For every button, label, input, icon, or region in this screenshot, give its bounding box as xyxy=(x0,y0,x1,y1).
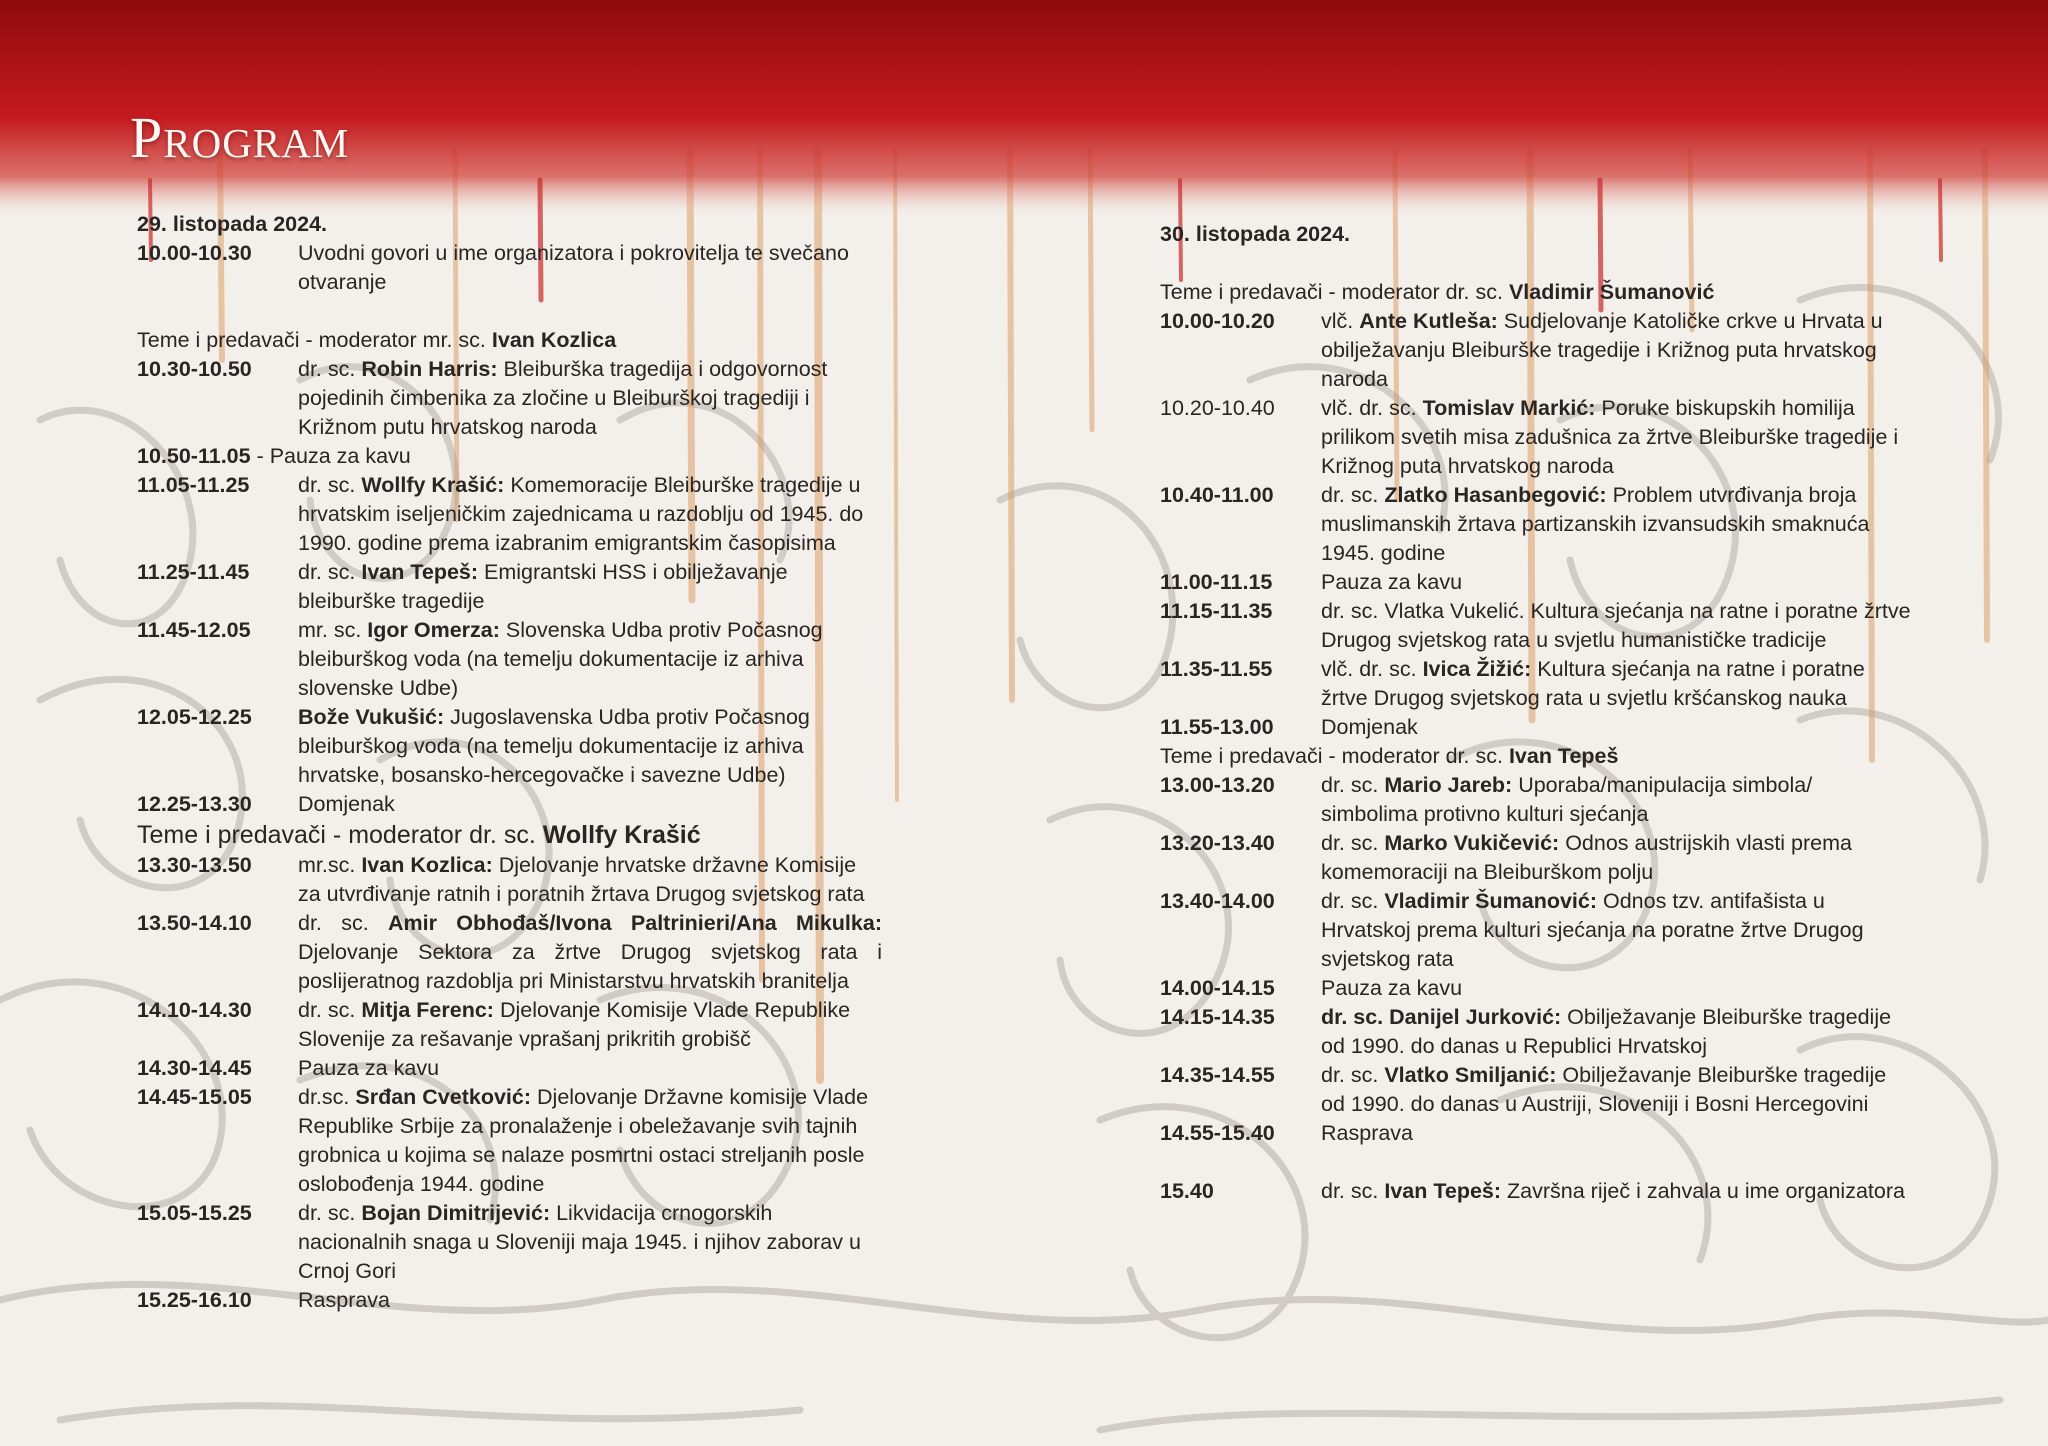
time-slot: 15.25-16.10 xyxy=(137,1288,252,1312)
time-slot: 14.15-14.35 xyxy=(1160,1005,1275,1029)
program-item: mr.sc. Ivan Kozlica: Djelovanje hrvatske državne Komisije za utvrđivanje ratnih i poratnih žrtava Drugog svjetskog rata xyxy=(298,853,865,906)
program-item: Domjenak xyxy=(1321,715,1418,739)
program-row xyxy=(137,703,882,790)
program-row xyxy=(1160,771,1912,829)
program-item: Pauza za kavu xyxy=(1321,976,1463,1000)
program-item: dr.sc. Srđan Cvetković: Djelovanje Državne komisije Vlade Republike Srbije za pronalaženje i obeležavanje svih tajnih grobnica u kojima se nalaze posmrtni ostaci streljanih posle oslobođenja 1944. godine xyxy=(298,1085,869,1196)
program-row xyxy=(1160,1003,1912,1061)
program-item: dr. sc. Danijel Jurković: Obilježavanje Bleiburške tragedije od 1990. do danas u Republici Hrvatskoj xyxy=(1321,1005,1892,1058)
program-row xyxy=(1160,394,1912,481)
time-slot: 13.50-14.10 xyxy=(137,911,252,935)
program-item: dr. sc. Ivan Tepeš: Emigrantski HSS i obilježavanje bleiburške tragedije xyxy=(298,560,788,613)
program-row xyxy=(1160,829,1912,887)
time-slot: 10.20-10.40 xyxy=(1160,396,1275,420)
time-slot: 10.00-10.20 xyxy=(1160,309,1275,333)
program-row xyxy=(1160,1177,1912,1206)
day-2-date: 30. listopada 2024. xyxy=(1160,222,1351,246)
program-row xyxy=(137,471,882,558)
time-slot: 11.55-13.00 xyxy=(1160,715,1274,739)
time-slot: 14.30-14.45 xyxy=(137,1056,252,1080)
day-2-schedule xyxy=(1160,220,1912,1206)
time-slot: 14.45-15.05 xyxy=(137,1085,252,1109)
page-title: Program xyxy=(130,105,350,170)
program-row xyxy=(137,1054,882,1083)
time-slot: 11.05-11.25 xyxy=(137,473,250,497)
program-row xyxy=(137,1286,882,1315)
program-item: Rasprava xyxy=(1321,1121,1414,1145)
program-row xyxy=(137,1199,882,1286)
program-item: Pauza za kavu xyxy=(1321,570,1463,594)
time-slot: 12.05-12.25 xyxy=(137,705,252,729)
program-item: dr. sc. Bojan Dimitrijević: Likvidacija crnogorskih nacionalnih snaga u Sloveniji maja 1945. i njihov zaborav u Crnoj Gori xyxy=(298,1201,861,1283)
program-row xyxy=(1160,1061,1912,1119)
time-slot: 10.30-10.50 xyxy=(137,357,252,381)
day-1-schedule xyxy=(137,210,882,1315)
program-item: vlč. Ante Kutleša: Sudjelovanje Katoličke crkve u Hrvata u obilježavanju Bleiburške tragedije i Križnog puta hrvatskog naroda xyxy=(1321,309,1883,391)
program-item: dr. sc. Vlatko Smiljanić: Obilježavanje Bleiburške tragedije od 1990. do danas u Austriji, Sloveniji i Bosni Hercegovini xyxy=(1321,1063,1887,1116)
program-item: dr. sc. Amir Obhođaš/Ivona Paltrinieri/Ana Mikulka: Djelovanje Sektora za žrtve Drugog svjetskog rata i poslijeratnog razdoblja pri Ministarstvu hrvatskih branitelja xyxy=(298,911,882,993)
program-row xyxy=(137,996,882,1054)
program-row xyxy=(137,355,882,442)
program-item: Rasprava xyxy=(298,1288,391,1312)
program-row xyxy=(1160,1119,1912,1148)
program-item: dr. sc. Mitja Ferenc: Djelovanje Komisije Vlade Republike Slovenije za rešavanje vprašanj prikritih grobišč xyxy=(298,998,851,1051)
program-item: Uvodni govori u ime organizatora i pokrovitelja te svečano otvaranje xyxy=(298,241,849,294)
day-1-date: 29. listopada 2024. xyxy=(137,212,328,236)
program-row xyxy=(1160,887,1912,974)
program-item: dr. sc. Mario Jareb: Uporaba/manipulacija simbola/ simbolima protivno kulturi sjećanja xyxy=(1321,773,1813,826)
program-row xyxy=(1160,974,1912,1003)
time-slot: 14.00-14.15 xyxy=(1160,976,1275,1000)
program-item: dr. sc. Ivan Tepeš: Završna riječ i zahvala u ime organizatora xyxy=(1321,1179,1905,1203)
program-row xyxy=(1160,713,1912,742)
time-slot: 11.35-11.55 xyxy=(1160,657,1273,681)
program-item: Bože Vukušić: Jugoslavenska Udba protiv Počasnog bleiburškog voda (na temelju dokumentacije iz arhiva hrvatske, bosansko-hercegovačke i savezne Udbe) xyxy=(298,705,810,787)
time-slot: 13.20-13.40 xyxy=(1160,831,1275,855)
time-slot: 13.40-14.00 xyxy=(1160,889,1275,913)
time-slot: 11.45-12.05 xyxy=(137,618,251,642)
program-row xyxy=(1160,307,1912,394)
program-item: dr. sc. Vlatka Vukelić. Kultura sjećanja na ratne i poratne žrtve Drugog svjetskog rata u svjetlu humanističke tradicije xyxy=(1321,599,1911,652)
program-item: 10.50-11.05 - Pauza za kavu xyxy=(137,444,411,468)
program-item: dr. sc. Zlatko Hasanbegović: Problem utvrđivanja broja muslimanskih žrtava partizanskih izvansudskih smaknuća 1945. godine xyxy=(1321,483,1870,565)
program-row xyxy=(137,616,882,703)
moderator-line: Teme i predavači - moderator mr. sc. Ivan Kozlica xyxy=(137,328,617,352)
moderator-line: Teme i predavači - moderator dr. sc. Vladimir Šumanović xyxy=(1160,280,1715,304)
program-row xyxy=(137,558,882,616)
time-slot: 15.05-15.25 xyxy=(137,1201,252,1225)
program-row xyxy=(1160,568,1912,597)
program-item: vlč. dr. sc. Ivica Žižić: Kultura sjećanja na ratne i poratne žrtve Drugog svjetskog rata u svjetlu kršćanskog nauka xyxy=(1321,657,1865,710)
time-slot: 10.40-11.00 xyxy=(1160,483,1274,507)
time-slot: 13.00-13.20 xyxy=(1160,773,1275,797)
time-slot: 13.30-13.50 xyxy=(137,853,252,877)
time-slot: 11.00-11.15 xyxy=(1160,570,1273,594)
program-item: vlč. dr. sc. Tomislav Markić: Poruke biskupskih homilija prilikom svetih misa zadušnica za žrtve Bleiburške tragedije i Križnog puta hrvatskog naroda xyxy=(1321,396,1899,478)
program-item: dr. sc. Marko Vukičević: Odnos austrijskih vlasti prema komemoraciji na Bleiburškom polju xyxy=(1321,831,1852,884)
program-row xyxy=(1160,481,1912,568)
program-item: dr. sc. Robin Harris: Bleiburška tragedija i odgovornost pojedinih čimbenika za zločine u Bleiburškoj tragediji i Križnom putu hrvatskog naroda xyxy=(298,357,828,439)
time-slot: 14.10-14.30 xyxy=(137,998,252,1022)
time-slot: 10.00-10.30 xyxy=(137,241,252,265)
program-row xyxy=(137,851,882,909)
program-item: dr. sc. Wollfy Krašić: Komemoracije Bleiburške tragedije u hrvatskim iseljeničkim zajednicama u razdoblju od 1945. do 1990. godine prema izabranim emigrantskim časopisima xyxy=(298,473,864,555)
program-item: Pauza za kavu xyxy=(298,1056,440,1080)
time-slot: 14.35-14.55 xyxy=(1160,1063,1275,1087)
program-row xyxy=(137,239,882,297)
moderator-line: Teme i predavači - moderator dr. sc. Ivan Tepeš xyxy=(1160,744,1619,768)
time-slot: 11.25-11.45 xyxy=(137,560,250,584)
program-row xyxy=(137,1083,882,1199)
time-slot: 11.15-11.35 xyxy=(1160,599,1273,623)
time-slot: 15.40 xyxy=(1160,1179,1214,1203)
time-slot: 12.25-13.30 xyxy=(137,792,252,816)
program-row xyxy=(1160,655,1912,713)
program-item: dr. sc. Vladimir Šumanović: Odnos tzv. antifašista u Hrvatskoj prema kulturi sjećanja na poratne žrtve Drugog svjetskog rata xyxy=(1321,889,1864,971)
program-row xyxy=(137,442,882,471)
program-row xyxy=(1160,597,1912,655)
time-slot: 14.55-15.40 xyxy=(1160,1121,1275,1145)
program-item: Domjenak xyxy=(298,792,395,816)
program-row xyxy=(137,790,882,819)
moderator-line: Teme i predavači - moderator dr. sc. Wollfy Krašić xyxy=(137,821,701,849)
program-row xyxy=(137,909,882,996)
program-item: mr. sc. Igor Omerza: Slovenska Udba protiv Počasnog bleiburškog voda (na temelju dokumentacije iz arhiva slovenske Udbe) xyxy=(298,618,823,700)
